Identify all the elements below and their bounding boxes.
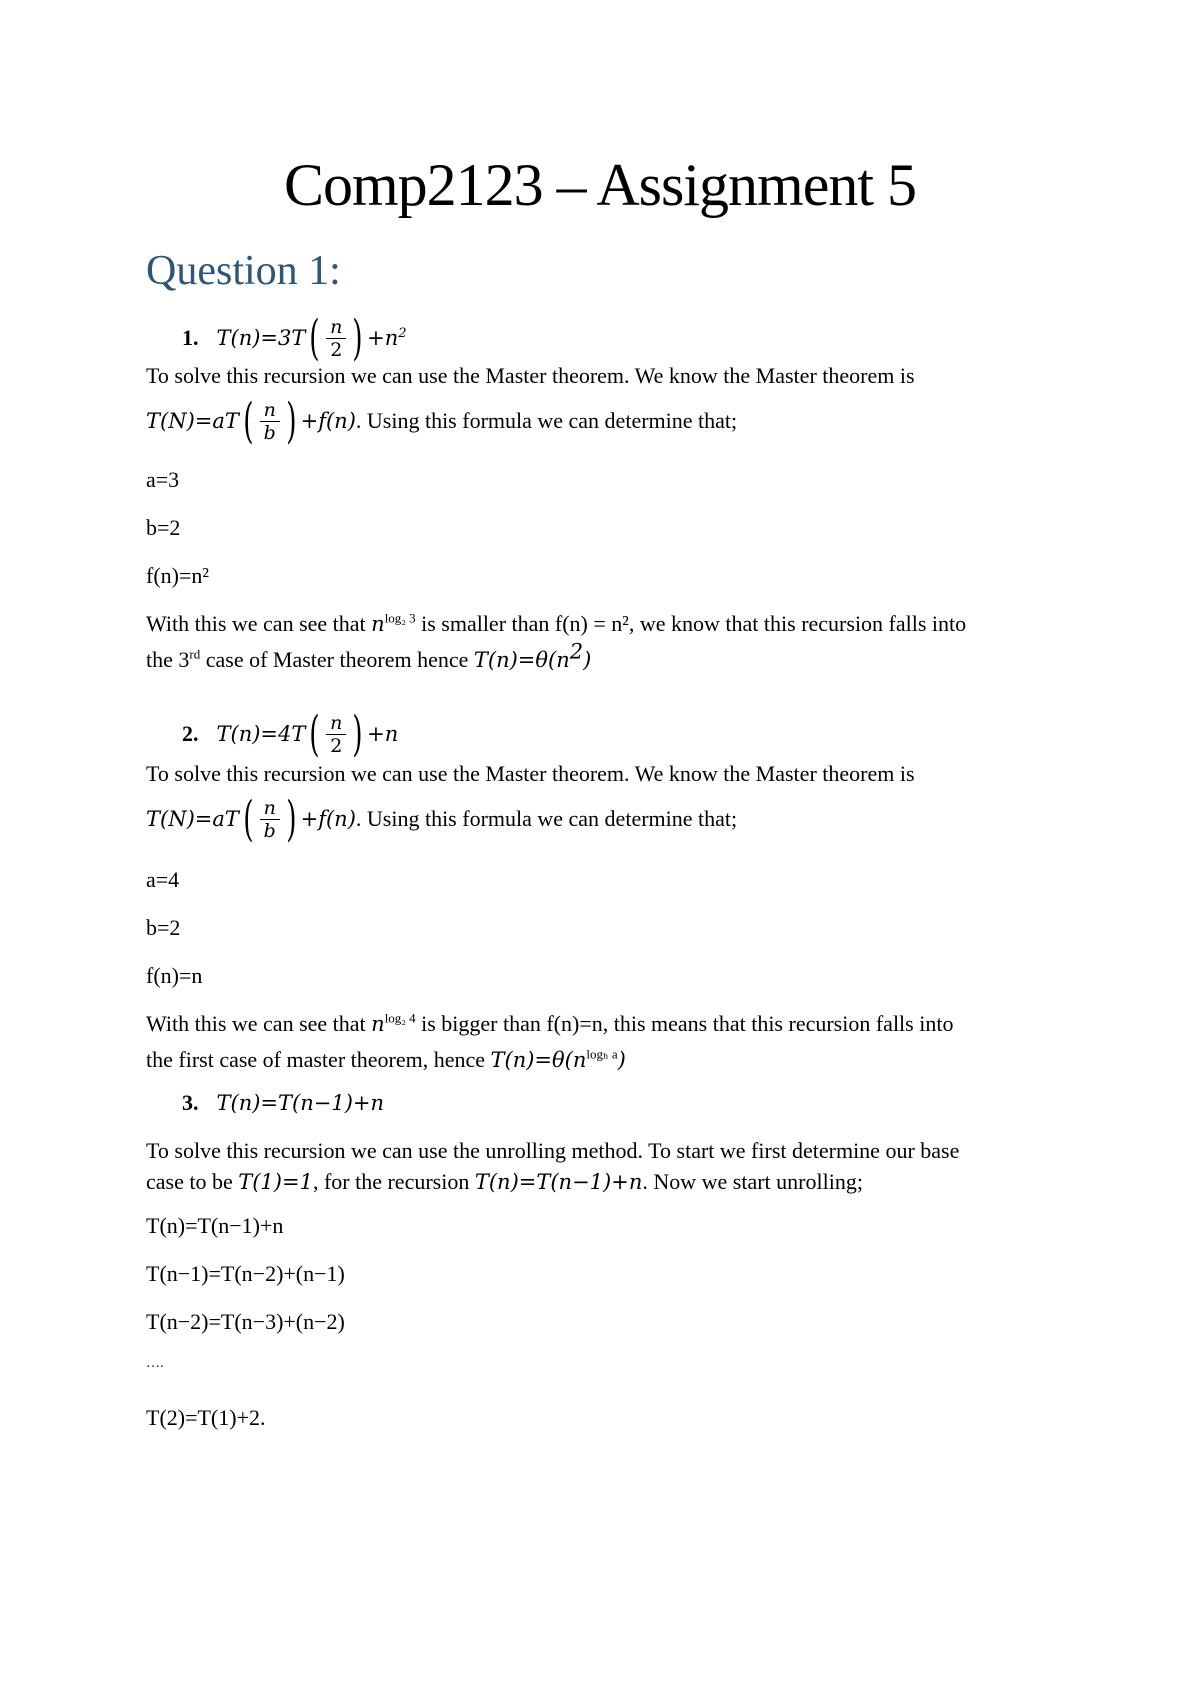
q1-concl-2-math-sup: 2 (569, 639, 584, 664)
q1-concl-2-sup: rd (189, 646, 201, 662)
q1-intro: To solve this recursion we can use the Master theorem. We know the Master theorem is (146, 363, 915, 388)
q2-master-tail: . Using this formula we can determine that; (355, 806, 738, 831)
q2-master-lhs: T(N)=aT (146, 807, 239, 831)
q2-conclusion-1 (146, 1010, 953, 1038)
q1-master-line (146, 394, 737, 448)
q2-concl-2-math-sup: logₕ a (586, 1046, 618, 1062)
q1-number: 1. (182, 325, 199, 350)
q3-intro-2 (146, 1168, 863, 1196)
paren-close: ) (352, 706, 363, 762)
paren-close: ) (286, 393, 297, 449)
q2-eq-rhs: +n (367, 722, 399, 746)
q3-intro-2b: , for the recursion (312, 1169, 475, 1194)
q2-concl-2-math-end: ) (617, 1048, 626, 1072)
q1-concl-2b: case of Master theorem hence (200, 647, 474, 672)
q1-concl-1b: is smaller than f(n) = n², we know that this recursion falls into (415, 611, 967, 636)
q1-master-fraction (260, 399, 280, 444)
q2-equation (182, 706, 399, 762)
q1-concl-1-sup: log₂ 3 (384, 610, 416, 626)
q2-f: f(n)=n (146, 963, 203, 988)
q1-equation (182, 310, 407, 366)
q1-concl-2-math: T(n)=θ(n (473, 648, 570, 672)
q1-concl-2a: the 3 (146, 647, 190, 672)
q3-step: T(2)=T(1)+2. (146, 1405, 266, 1430)
q2-eq-lhs: T(n)=4T (216, 722, 306, 746)
q1-eq-rhs: +n (367, 326, 399, 350)
q1-conclusion-2 (146, 639, 592, 674)
q1-concl-1-math: n (371, 612, 385, 636)
q2-frac-num: n (326, 712, 346, 735)
q3-intro-2-math1: T(1)=1 (238, 1170, 313, 1194)
q2-concl-1-sup: log₂ 4 (384, 1010, 416, 1026)
q1-master-lhs: T(N)=aT (146, 409, 239, 433)
q3-equation (182, 1090, 384, 1116)
q3-intro-1: To solve this recursion we can use the unrolling method. To start we first determine our base (146, 1138, 960, 1163)
q2-master-line (146, 792, 737, 846)
q2-concl-2a: the first case of master theorem, hence (146, 1047, 491, 1072)
q3-eq: T(n)=T(n−1)+n (216, 1091, 385, 1115)
q2-master-num: n (260, 797, 280, 820)
q1-fraction (326, 316, 346, 361)
q1-b: b=2 (146, 515, 181, 540)
q2-concl-1b: is bigger than f(n)=n, this means that this recursion falls into (415, 1011, 954, 1036)
q2-fraction (326, 712, 346, 757)
q3-step: T(n−2)=T(n−3)+(n−2) (146, 1309, 345, 1334)
q2-intro: To solve this recursion we can use the Master theorem. We know the Master theorem is (146, 761, 915, 786)
q1-concl-2-math-end: ) (583, 648, 592, 672)
q2-b: b=2 (146, 915, 181, 940)
q2-master-den: b (263, 819, 276, 842)
q2-concl-1a: With this we can see that (146, 1011, 372, 1036)
q3-number: 3. (182, 1090, 199, 1115)
q2-master-fraction (260, 797, 280, 842)
q2-number: 2. (182, 721, 199, 746)
q1-master-rhs: +f(n) (300, 409, 356, 433)
paren-open: ( (309, 310, 320, 366)
q3-step: T(n)=T(n−1)+n (146, 1213, 284, 1238)
q3-step: T(n−1)=T(n−2)+(n−1) (146, 1261, 345, 1286)
q2-concl-2-math: T(n)=θ(n (490, 1048, 587, 1072)
q2-frac-den: 2 (330, 734, 343, 757)
q3-intro-2c: . Now we start unrolling; (642, 1169, 863, 1194)
q1-conclusion-1 (146, 610, 966, 638)
paren-open: ( (309, 706, 320, 762)
q1-master-tail: . Using this formula we can determine that; (355, 408, 738, 433)
q3-step-ellipsis: …. (146, 1356, 164, 1371)
q1-master-den: b (263, 421, 276, 444)
document-title: Comp2123 – Assignment 5 (283, 152, 917, 218)
q3-intro-2-math2: T(n)=T(n−1)+n (474, 1170, 643, 1194)
q1-concl-1a: With this we can see that (146, 611, 372, 636)
paren-close: ) (286, 791, 297, 847)
q2-a: a=4 (146, 867, 180, 892)
q1-a: a=3 (146, 467, 180, 492)
q3-intro-2a: case to be (146, 1169, 239, 1194)
paren-close: ) (352, 310, 363, 366)
q1-eq-lhs: T(n)=3T (216, 326, 306, 350)
q2-conclusion-2 (146, 1046, 626, 1074)
q1-frac-num: n (326, 316, 346, 339)
q1-master-num: n (260, 399, 280, 422)
q2-concl-1-math: n (371, 1012, 385, 1036)
q1-f: f(n)=n² (146, 563, 209, 588)
paren-open: ( (243, 393, 254, 449)
q1-eq-rhs-sup: 2 (398, 326, 407, 341)
paren-open: ( (243, 791, 254, 847)
q1-frac-den: 2 (330, 338, 343, 361)
question-heading: Question 1: (146, 248, 341, 294)
q2-master-rhs: +f(n) (300, 807, 356, 831)
